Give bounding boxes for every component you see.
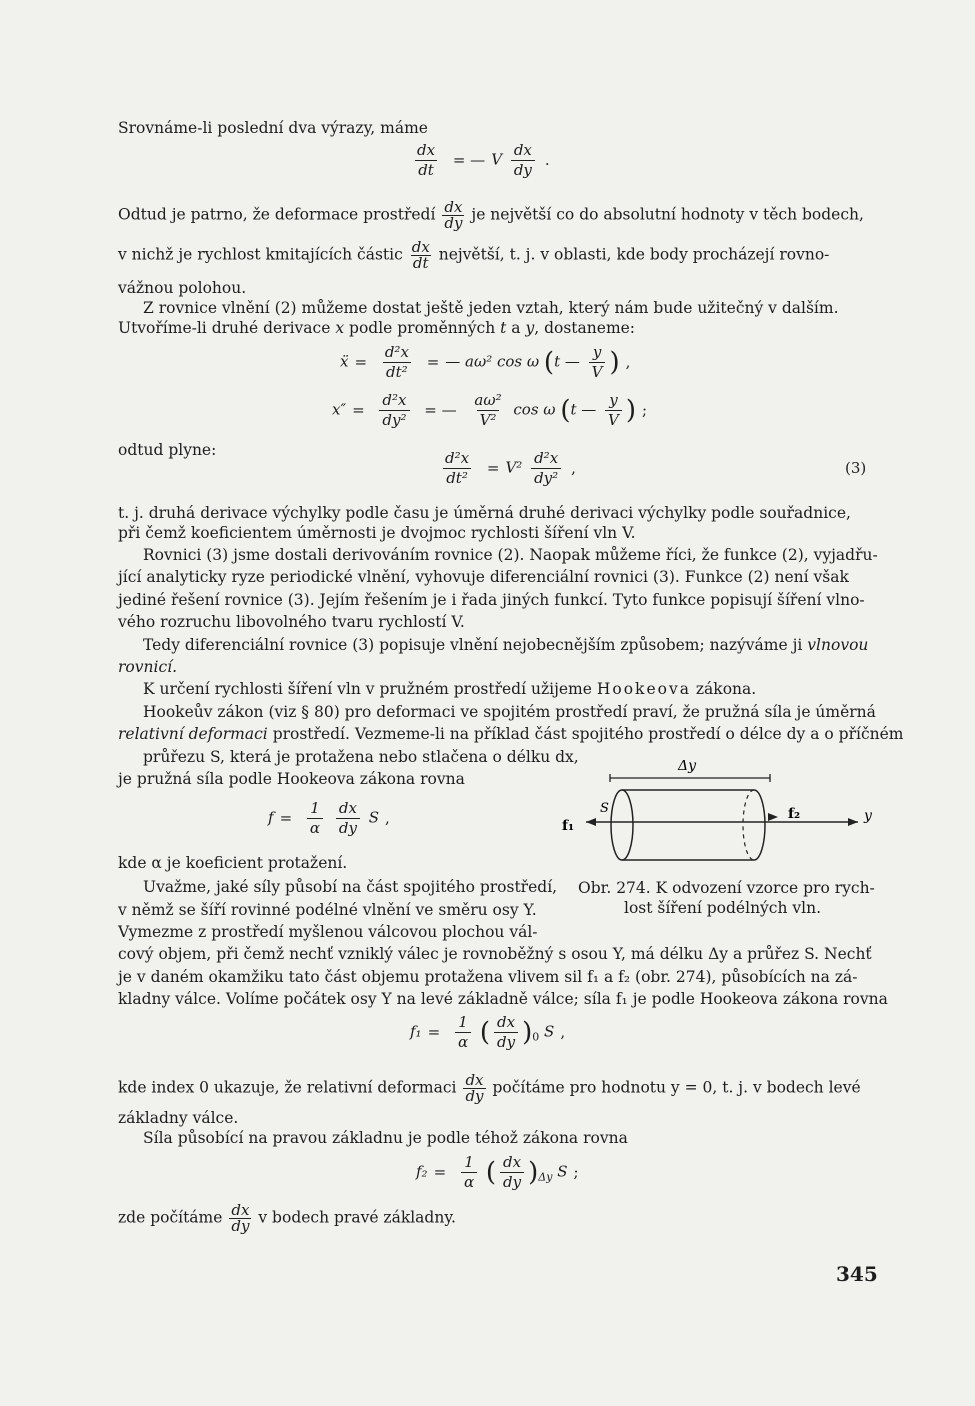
text-line: Rovnici (3) jsme dostali derivováním rovnice (2). Naopak můžeme říci, že funkce (2), vyjadřu- bbox=[143, 546, 878, 564]
equation-dxdt: $\frac{dx}{dt}$ = — V $\frac{dx}{dy}$ . bbox=[417, 141, 550, 179]
page-number: 345 bbox=[836, 1262, 878, 1286]
text-line: průřezu S, která je protažena nebo stlačena o délku dx, bbox=[143, 748, 579, 766]
left-base bbox=[611, 790, 633, 860]
y-label: y bbox=[864, 808, 872, 824]
equation-f2: f₂ = $\frac{1}{\alpha}$ ( $\frac{dx}{dy}$ )$_{\Delta y}$ S ; bbox=[416, 1153, 579, 1191]
delta-label: Δy bbox=[678, 760, 697, 774]
figure-caption: Obr. 274. K odvození vzorce pro rych- lost šíření podélných vln. bbox=[578, 879, 875, 917]
text-line: v němž se šíří rovinné podélné vlnění ve směru osy Y. bbox=[118, 901, 537, 919]
text-line: zde počítáme $\frac{dx}{dy}$ v bodech pravé základny. bbox=[118, 1201, 456, 1235]
text-line: kde index 0 ukazuje, že relativní deformaci $\frac{dx}{dy}$ počítáme pro hodnotu y = 0, t. j. v bodech levé bbox=[118, 1071, 861, 1105]
equation-xdd: ẍ = $\frac{\text{d²x}}{\text{dt²}}$ = — aω² cos ω (t — $\frac{y}{V}$ ) , bbox=[340, 343, 631, 381]
text-line: Síla působící na pravou základnu je podle téhož zákona rovna bbox=[143, 1129, 628, 1147]
text-line: Uvažme, jaké síly působí na část spojitého prostředí, bbox=[143, 878, 558, 896]
text-line: Hookeův zákon (viz § 80) pro deformaci ve spojitém prostředí praví, že pružná síla je úměrná bbox=[143, 703, 876, 721]
text-line: základny válce. bbox=[118, 1109, 239, 1127]
text-line: relativní deformaci prostředí. Vezmeme-li na příklad část spojitého prostředí o délce dy a o příčném bbox=[118, 725, 904, 743]
equation-number: (3) bbox=[845, 459, 867, 477]
text-line: jediné řešení rovnice (3). Jejím řešením je i řada jiných funkcí. Tyto funkce popisují šíření vlno- bbox=[118, 591, 865, 609]
text-line: kde α je koeficient protažení. bbox=[118, 854, 348, 872]
equation-f1: f₁ = $\frac{1}{\alpha}$ ( $\frac{dx}{dy}$ )$_0$ S , bbox=[410, 1013, 566, 1051]
text-line: kladny válce. Volíme počátek osy Y na levé základně válce; síla f₁ je podle Hookeova zákona rovna bbox=[118, 990, 888, 1008]
text-line: jící analyticky ryze periodické vlnění, vyhovuje diferenciální rovnici (3). Funkce (2) není však bbox=[118, 568, 849, 586]
text-line: v nichž je rychlost kmitajících částic $\frac{dx}{dt}$ největší, t. j. v oblasti, kde body procházejí rovno- bbox=[118, 238, 830, 272]
text-line: cový objem, při čemž nechť vzniklý válec je rovnoběžný s osou Y, má délku Δy a průřez S. Nechť bbox=[118, 945, 872, 963]
equation-hooke: f = $\frac{1}{\alpha}$ $\frac{dx}{dy}$ S , bbox=[268, 799, 390, 837]
f1-label: f₁ bbox=[562, 818, 575, 834]
f2-label: f₂ bbox=[788, 806, 801, 822]
text-line: Z rovnice vlnění (2) můžeme dostat ještě jeden vztah, který nám bude užitečný v dalším. bbox=[143, 299, 839, 317]
text-line: t. j. druhá derivace výchylky podle času je úměrná druhé derivaci výchylky podle souřadnice, bbox=[118, 504, 851, 522]
text-line: K určení rychlosti šíření vln v pružném prostředí užijeme Hookeova zákona. bbox=[143, 680, 757, 698]
text-line: vážnou polohou. bbox=[118, 279, 247, 297]
text-line: je v daném okamžiku tato část objemu protažena vlivem sil f₁ a f₂ (obr. 274), působících na zá- bbox=[118, 968, 858, 986]
text-line: Tedy diferenciální rovnice (3) popisuje vlnění nejobecnějším způsobem; nazýváme ji vlnovou bbox=[143, 636, 869, 654]
equation-wave: $\frac{\text{d²x}}{\text{dt²}}$ = V² $\frac{\text{d²x}}{\text{dy²}}$ , bbox=[445, 449, 576, 487]
s-label: S bbox=[600, 801, 609, 816]
text-line: je pružná síla podle Hookeova zákona rovna bbox=[118, 770, 465, 788]
text-line: rovnicí. bbox=[118, 658, 178, 676]
text-line: Odtud je patrno, že deformace prostředí $\frac{dx}{dy}$ je největší co do absolutní hodnoty v těch bodech, bbox=[118, 198, 864, 232]
equation-xpp: x″ = $\frac{\text{d²x}}{\text{dy²}}$ = — $\frac{\text{aω²}}{\text{V²}}$ cos ω (t — $\frac{y}{V}$ ) ; bbox=[332, 391, 648, 429]
right-base bbox=[754, 790, 765, 860]
text-line: Vymezme z prostředí myšlenou válcovou plochou vál- bbox=[118, 923, 538, 941]
cylinder-figure bbox=[558, 760, 878, 870]
text-line: při čemž koeficientem úměrnosti je dvojmoc rychlosti šíření vln V. bbox=[118, 524, 636, 542]
text-line: Srovnáme-li poslední dva výrazy, máme bbox=[118, 119, 428, 137]
text-line: vého rozruchu libovolného tvaru rychlostí V. bbox=[118, 613, 465, 631]
text-line: odtud plyne: bbox=[118, 441, 217, 459]
text-line: Utvoříme-li druhé derivace x podle proměnných t a y, dostaneme: bbox=[118, 319, 636, 337]
